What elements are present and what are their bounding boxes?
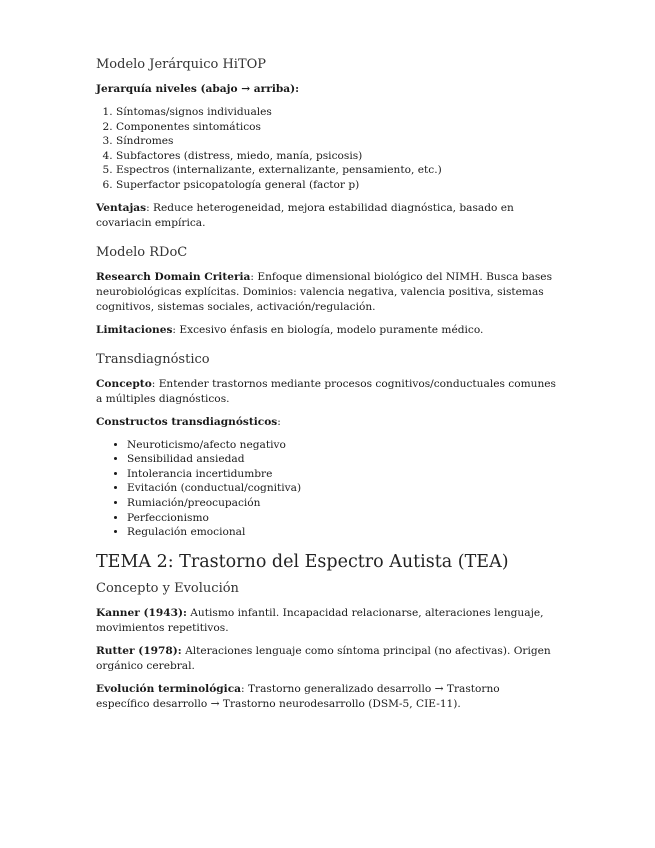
rdoc-definition-text: : Enfoque dimensional biológico del NIMH. Busca bases neurobiológicas explícitas. Dominios: valencia negativa, valencia positiva, sistemas cognitivos, sistemas sociales, activación/regulación. (96, 270, 553, 313)
list-item: • Intolerancia incertidumbre (127, 467, 556, 482)
transdiagnostic-concept-label: Concepto (96, 377, 152, 390)
hitop-advantages (96, 201, 556, 231)
tema2-kanner (96, 606, 556, 636)
list-item: • Rumiación/preocupación (127, 496, 556, 511)
hitop-hierarchy-label-text: Jerarquía niveles (abajo → arriba): (96, 83, 300, 95)
document-page (96, 56, 556, 712)
list-item: 6. Superfactor psicopatología general (factor p) (116, 178, 556, 193)
hitop-hierarchy-label (96, 82, 556, 97)
kanner-text: Autismo infantil. Incapacidad relacionarse, alteraciones lenguaje, movimientos repetitivos. (96, 606, 544, 634)
list-item: 2. Componentes sintomáticos (116, 120, 556, 135)
list-item: • Evitación (conductual/cognitiva) (127, 481, 556, 496)
transdiagnostic-concept (96, 377, 556, 407)
transdiagnostic-constructs-label (96, 415, 556, 430)
rutter-text: Alteraciones lenguaje como síntoma principal (no afectivas). Origen orgánico cerebral. (96, 644, 551, 672)
hitop-levels-list (96, 105, 556, 193)
transdiagnostic-heading: Transdiagnóstico (96, 351, 210, 367)
rutter-label: Rutter (1978): (96, 644, 182, 657)
rdoc-limitations (96, 323, 556, 338)
evolution-label: Evolución terminológica (96, 682, 242, 695)
hitop-advantages-text: : Reduce heterogeneidad, mejora estabilidad diagnóstica, basado en covariacin empírica. (96, 201, 514, 229)
evolution-text: : Trastorno generalizado desarrollo → Trastorno específico desarrollo → Trastorno neurodesarrollo (DSM-5, CIE-11). (96, 682, 500, 710)
tema2-title: TEMA 2: Trastorno del Espectro Autista (TEA) (96, 551, 509, 572)
list-item: • Regulación emocional (127, 525, 556, 540)
hitop-advantages-label: Ventajas (96, 201, 147, 214)
list-item: • Neuroticismo/afecto negativo (127, 438, 556, 453)
hitop-heading: Modelo Jerárquico HiTOP (96, 57, 267, 72)
tema2-evolution (96, 682, 556, 712)
rdoc-definition (96, 270, 556, 315)
constructs-label-text: Constructos transdiagnósticos (96, 415, 278, 428)
tema2-subheading: Concepto y Evolución (96, 580, 239, 596)
list-item: 5. Espectros (internalizante, externalizante, pensamiento, etc.) (116, 163, 556, 178)
list-item: 4. Subfactores (distress, miedo, manía, psicosis) (116, 149, 556, 164)
list-item: 3. Síndromes (116, 134, 556, 149)
rdoc-limitations-label: Limitaciones (96, 323, 173, 336)
transdiagnostic-concept-text: : Entender trastornos mediante procesos cognitivos/conductuales comunes a múltiples diagnósticos. (96, 377, 556, 405)
rdoc-limitations-text: : Excesivo énfasis en biología, modelo puramente médico. (172, 323, 484, 336)
tema2-rutter (96, 644, 556, 674)
rdoc-heading: Modelo RDoC (96, 244, 188, 260)
list-item: • Perfeccionismo (127, 511, 556, 526)
kanner-label: Kanner (1943): (96, 606, 187, 619)
constructs-label-suffix: : (277, 415, 281, 428)
list-item: • Sensibilidad ansiedad (127, 452, 556, 467)
list-item: 1. Síntomas/signos individuales (116, 105, 556, 120)
rdoc-definition-label: Research Domain Criteria (96, 270, 251, 283)
transdiagnostic-constructs-list (96, 438, 556, 540)
